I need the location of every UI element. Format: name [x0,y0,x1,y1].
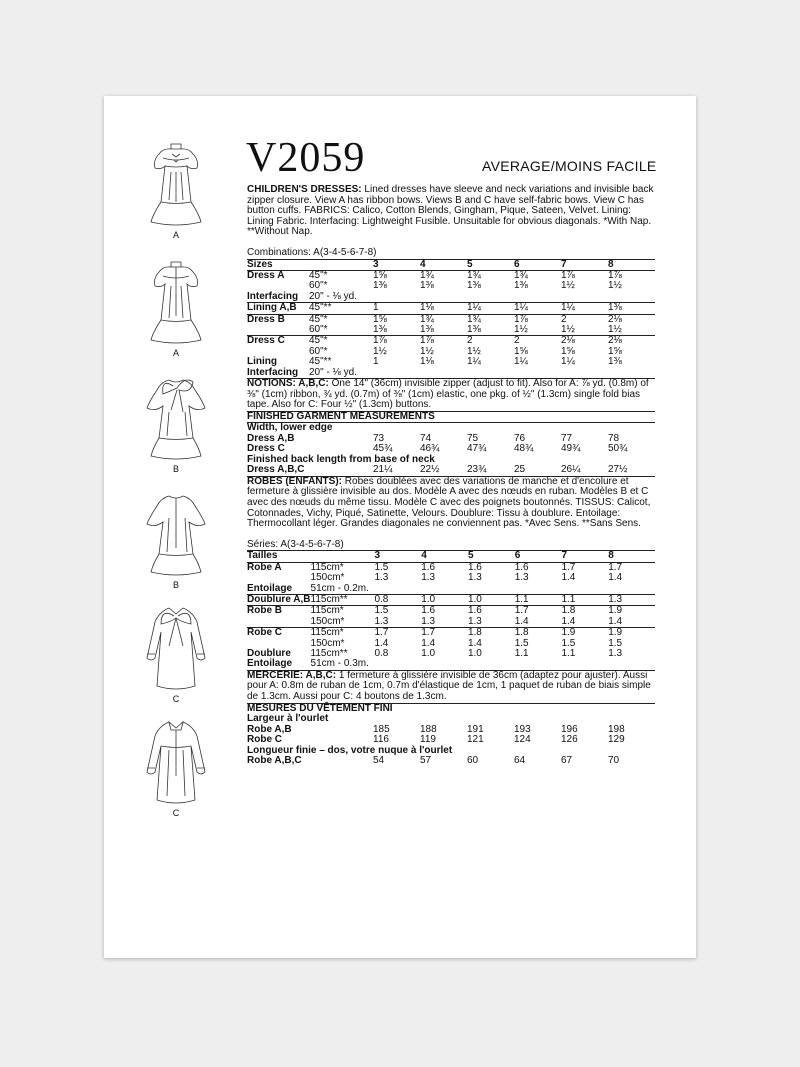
fabric-width: 115cm* [310,605,344,617]
yardage-row [247,292,655,303]
yardage-value: 2 [467,335,473,347]
measurement-value: 67 [561,755,573,767]
sizes-header-cell: 5 [468,551,515,562]
yardage-value: 1⅜ [373,280,387,292]
figure-b-back [132,488,220,590]
yardage-value: 1⅜ [467,280,481,292]
width-lower-edge-title: Largeur à l'ourlet [247,713,329,725]
yardage-value [515,584,562,595]
yardage-value [467,368,514,379]
yardage-value [608,584,655,595]
difficulty-level: AVERAGE/MOINS FACILE [482,158,657,174]
combinations: Combinations: A(3-4-5-6-7-8) [247,246,377,258]
yardage-value: 1¼ [561,303,608,314]
yardage-row [247,584,655,595]
notions-title: NOTIONS: A,B,C: [247,378,329,390]
pattern-info [247,185,655,767]
measurement-value: 57 [420,755,432,767]
sizes-header-cell: 3 [374,551,421,562]
fabric-width: 20" - ⅛ yd. [309,368,373,379]
yardage-value: 1.3 [421,617,468,628]
fabric-label: Dress C [247,335,285,347]
yardage-value: 1.9 [608,605,623,617]
measurement-value: 191 [467,723,484,735]
yardage-value [608,659,655,670]
measurement-value: 126 [561,734,578,746]
yardage-value: 1.5 [561,637,576,649]
sizes-header-cell: 8 [608,259,655,270]
fabric-label: Interfacing [247,368,309,379]
yardage-row [247,325,655,336]
measurement-value: 74 [420,433,432,444]
yardage-value: 1.0 [421,595,468,606]
finished-measurements-title: FINISHED GARMENT MEASUREMENTS [247,410,435,422]
measurement-label: Dress A,B,C [247,464,305,476]
measurement-value: 185 [373,723,390,735]
yardage-value: 2⅛ [561,335,575,347]
yardage-row [247,617,655,628]
measurement-value: 54 [373,755,385,767]
yardage-value: 1⅜ [467,325,514,336]
yardage-value: 1 [373,303,420,314]
fabric-width: 60"* [309,345,328,357]
measurement-value: 73 [373,433,385,444]
fabric-width: 60"* [309,325,373,336]
yardage-value: 1.6 [514,561,529,573]
measurement-value: 75 [467,433,479,444]
measurement-value: 26¼ [561,464,581,476]
fabric-label: Dress A [247,269,285,281]
measurement-value: 46¾ [420,443,440,455]
yardage-value: 1⅜ [420,325,467,336]
notions-body: 1 fermeture à glissière invisible de 36cm (adaptez pour ajuster). Aussi pour A: 0.8m de ruban de 1cm, 0.7m d'élastique de 1cm, 1 paquet de ruban de biais simple de 1.3cm. Aussi pour C: 4 boutons de 1.3cm. [247,669,651,703]
yardage-value: 1.8 [561,605,576,617]
yardage-value: 1¾ [467,269,481,281]
yardage-value: 1.5 [374,561,389,573]
yardage-row [247,639,655,649]
figure-label: A [172,348,179,358]
figure-a-back [132,256,220,358]
yardage-value: 1.3 [468,617,515,628]
yardage-row [247,573,655,583]
yardage-value: 1¾ [420,269,434,281]
measurement-value: 188 [420,723,437,735]
fabric-label: Robe C [247,627,282,639]
yardage-value: 1 [373,356,379,368]
fabric-width: 45"* [309,313,328,325]
yardage-value: 1¾ [420,313,434,325]
notions-title: MERCERIE: A,B,C: [247,669,337,681]
sizes-header-cell: 6 [515,551,562,562]
measurement-label: Robe A,B [247,723,292,735]
measurement-value: 129 [608,734,625,746]
yardage-value [420,368,467,379]
yardage-value: 1.4 [515,617,562,628]
yardage-row [247,649,655,659]
figure-label: C [172,694,180,704]
description-title: CHILDREN'S DRESSES: [247,184,362,195]
yardage-value: 1.6 [421,605,436,617]
yardage-value: 1⅜ [608,356,622,368]
figure-label: C [172,808,180,818]
yardage-value [374,584,421,595]
fabric-width: 45"** [309,303,373,314]
description-body: Lined dresses have sleeve and neck variations and invisible back zipper closure. View A has ribbon bows. Views B and C have self-fabric bows. View C has button cuffs. FABRICS: Calico, Cotton Blends, Gingham, Pique, Sateen, Velvet. Lining: Lining Fabric. Interfacing: Lightweight Fusible. Unsuitable for obvious diagonals. *With Nap. **Without Nap. [247,184,654,238]
yardage-row [247,562,655,573]
yardage-value: 1⅞ [514,313,528,325]
yardage-value: 1.4 [608,617,655,628]
dress-view-c-back-icon [141,716,211,806]
sizes-header-cell: 3 [373,259,420,270]
measurement-value: 124 [514,734,531,746]
fabric-label: Dress B [247,313,285,325]
yardage-value [561,659,608,670]
english-description [247,185,655,238]
yardage-value [515,659,562,670]
yardage-value: 1⅞ [373,335,387,347]
series: Séries: A(3-4-5-6-7-8) [247,538,344,550]
yardage-value: 1⅜ [608,303,655,314]
yardage-value: 1⅞ [608,269,622,281]
yardage-value [421,584,468,595]
figure-a-front [132,138,220,240]
measurement-value: 48¾ [514,443,534,455]
measurement-label: Dress A,B [247,433,295,444]
fabric-label [247,617,311,628]
yardage-value: 1.4 [608,572,623,584]
yardage-value: 1.3 [608,595,655,606]
sizes-header-cell: Sizes [247,259,309,270]
sizes-header-cell: 4 [420,259,467,270]
notions-body: One 14" (36cm) invisible zipper (adjust to fit). Also for A: ⅞ yd. (0.8m) of ⅜" (1cm) ribbon, ¾ yd. (0.7m) of ⅜" (1cm) elastic, one pkg. of ½" (1.3cm) single fold bias tape. Also for C: Four ½" (1.3cm) buttons. [247,378,649,411]
fabric-label: Entoilage [247,584,311,595]
fabric-width: 60"* [309,280,328,292]
measurement-value: 78 [608,433,620,444]
french-length-table [247,756,655,766]
figure-label: A [172,230,179,240]
french-description [247,477,655,530]
yardage-value: 1.1 [515,595,562,606]
yardage-value: 1.7 [561,561,576,573]
yardage-value: 1.5 [374,605,389,617]
yardage-row [247,628,655,639]
yardage-value: 2 [561,313,567,325]
yardage-row [247,303,655,314]
yardage-value: 1½ [608,280,622,292]
fabric-label: Lining [247,356,277,368]
yardage-value: 1⅛ [420,356,434,368]
fabric-width: 115cm* [310,627,344,639]
sizes-header-row [247,551,655,562]
yardage-value [561,584,608,595]
measurement-value: 198 [608,723,625,735]
yardage-value [608,368,655,379]
measurement-value: 50¾ [608,443,628,455]
yardage-value: 1.3 [374,617,421,628]
fabric-width: 45"* [309,269,328,281]
yardage-value: 1½ [561,325,608,336]
fabric-label: Doublure [247,648,291,660]
fabric-width: 115cm** [310,648,348,660]
fabric-width: 115cm* [310,561,344,573]
fabric-width: 150cm* [310,637,345,649]
yardage-value: 1.4 [374,637,389,649]
description-body: Robes doublées avec des variations de manche et d'encolure et fermeture à glissière invisible au dos. Modèle A avec des nœuds en ruban. Modèles B et C avec des nœuds du même tissu. Modèle C avec des poignets boutonnés. TISSUS: Calicot, Cotonnades, Vichy, Piqué, Satinette, Velours. Doublure: Tissu à doublure. Entoilage: Thermocollant léger. Grandes diagonales ne conviennent pas. *Avec Sens. **Sans Sens. [247,475,651,530]
yardage-value: 1⅞ [420,335,434,347]
yardage-value: 1.5 [608,637,623,649]
figure-c-front [132,602,220,704]
measurement-label: Dress C [247,443,285,455]
fabric-width: 150cm* [311,617,375,628]
yardage-value: 1½ [608,325,655,336]
measurement-value: 196 [561,723,578,735]
yardage-value: 1.7 [514,605,529,617]
measurement-label: Robe A,B,C [247,755,302,767]
dress-view-a-front-icon [141,138,211,228]
english-length-table [247,465,655,475]
yardage-value: 1¼ [561,356,575,368]
measurement-value: 116 [373,734,389,746]
measurement-value: 25 [514,464,526,476]
measurement-value: 22½ [420,464,440,476]
yardage-value: 1.3 [374,572,389,584]
description-title: ROBES (ENFANTS): [247,475,342,487]
dress-view-a-back-icon [141,256,211,346]
yardage-value: 1⅛ [420,303,467,314]
yardage-value: 1⅜ [420,280,434,292]
yardage-value [374,659,421,670]
french-yardage-table [247,550,655,670]
yardage-value: 1.0 [468,595,515,606]
yardage-value [421,659,468,670]
yardage-row [247,606,655,617]
yardage-value: 1.3 [514,572,529,584]
sizes-header-cell: 6 [514,259,561,270]
yardage-value: 2⅛ [608,313,622,325]
measurement-value: 23¾ [467,464,487,476]
measurement-value: 121 [467,734,484,746]
yardage-value: 1⅝ [608,345,622,357]
english-notions [247,379,655,411]
yardage-value: 1¾ [467,313,481,325]
yardage-value: 1¼ [467,303,514,314]
yardage-row [247,368,655,379]
yardage-value [373,368,420,379]
fabric-label [247,325,309,336]
measurement-row [247,756,655,766]
figure-b-front [132,372,220,474]
dress-view-b-front-icon [141,372,211,462]
yardage-row [247,595,655,606]
fabric-width: 51cm - 0.2m. [311,584,375,595]
measurement-value: 21¼ [373,464,393,476]
measurement-value: 60 [467,755,479,767]
yardage-value: 0.8 [374,648,389,660]
french-notions [247,671,655,703]
yardage-value: 1⅝ [373,269,387,281]
yardage-value [514,368,561,379]
pattern-number: V2059 [246,135,366,181]
yardage-value: 1½ [420,345,434,357]
yardage-value: 1⅝ [373,313,387,325]
yardage-value: 1.5 [514,637,529,649]
yardage-value: 1.3 [608,648,623,660]
yardage-value: 1.9 [561,627,576,639]
yardage-value: 1.8 [467,627,482,639]
measurement-row [247,465,655,475]
yardage-value: 1.0 [421,648,436,660]
yardage-value: 1⅜ [514,280,528,292]
yardage-value [373,292,420,303]
measurement-value: 45¾ [373,443,393,455]
figure-c-back [132,716,220,818]
yardage-value: 1¼ [514,356,528,368]
figure-label: B [172,464,179,474]
yardage-value: 1.7 [608,561,623,573]
sizes-header-cell [309,259,373,270]
measurement-label: Robe C [247,734,282,746]
measurement-value: 77 [561,433,573,444]
fabric-width: 45"** [309,356,332,368]
yardage-value: 1¼ [467,356,481,368]
yardage-value: 1.7 [421,627,436,639]
yardage-value [608,292,655,303]
dress-view-c-front-icon [141,602,211,692]
yardage-value: 1.6 [467,561,482,573]
dress-view-b-back-icon [141,488,211,578]
finished-measurements-title: MESURES DU VÊTEMENT FINI [247,702,393,714]
english-yardage-table [247,259,655,379]
fabric-label: Entoilage [247,659,311,670]
sizes-header-cell [311,551,375,562]
yardage-row [247,659,655,670]
fabric-label: Lining A,B [247,303,309,314]
measurement-value: 47¾ [467,443,487,455]
yardage-value [420,292,467,303]
yardage-value: 2⅛ [608,335,622,347]
fabric-width: 20" - ⅛ yd. [309,292,373,303]
yardage-value: 1.3 [467,572,482,584]
sizes-header-cell: 7 [561,259,608,270]
french-width-table [247,725,655,746]
sizes-header-cell: 7 [561,551,608,562]
measurement-value: 76 [514,433,526,444]
yardage-value: 0.8 [374,595,421,606]
fabric-width: 51cm - 0.3m. [311,659,375,670]
fabric-label: Robe A [247,561,282,573]
yardage-value: 1½ [467,345,481,357]
yardage-value [468,659,515,670]
yardage-value: 1½ [373,345,387,357]
yardage-value: 1.9 [608,627,623,639]
yardage-value: 1⅞ [561,269,575,281]
yardage-value: 1.4 [467,637,482,649]
measurement-value: 70 [608,755,620,767]
back-length-title: Longueur finie – dos, votre nuque à l'ourlet [247,744,453,756]
yardage-value: 1.8 [514,627,529,639]
yardage-value [468,584,515,595]
yardage-value: 1.1 [561,648,576,660]
yardage-value: 1½ [561,280,575,292]
yardage-value: 1.0 [467,648,482,660]
figure-label: B [172,580,179,590]
yardage-value: 1.4 [561,572,576,584]
yardage-value: 1¾ [514,269,528,281]
fabric-width: 115cm** [311,595,375,606]
fabric-label: Interfacing [247,292,309,303]
fabric-label: Doublure A,B [247,594,311,605]
yardage-value [561,368,608,379]
english-width-table [247,434,655,455]
yardage-value: 1.3 [421,572,436,584]
sizes-header-cell: 8 [608,551,655,562]
yardage-value: 2 [514,335,520,347]
sizes-header-cell: Tailles [247,551,311,562]
yardage-value: 1.7 [374,627,389,639]
fabric-label: Robe B [247,605,282,617]
measurement-value: 27½ [608,464,628,476]
measurement-row [247,434,655,444]
yardage-value: 1½ [514,325,561,336]
yardage-value: 1.1 [514,648,529,660]
yardage-value: 1.4 [561,617,608,628]
width-lower-edge-title: Width, lower edge [247,422,333,434]
yardage-value: 1.6 [467,605,482,617]
measurement-value: 193 [514,723,531,735]
yardage-value: 1⅝ [561,345,575,357]
measurement-value: 49¾ [561,443,581,455]
yardage-value: 1.4 [421,637,436,649]
sizes-header-cell: 4 [421,551,468,562]
measurement-row [247,725,655,735]
back-length-title: Finished back length from base of neck [247,453,435,465]
yardage-value: 1.1 [561,595,608,606]
measurement-value: 119 [420,734,436,746]
yardage-value: 1⅝ [514,345,528,357]
sizes-header-row [247,259,655,270]
fabric-width: 45"* [309,335,328,347]
sizes-header-cell: 5 [467,259,514,270]
yardage-value: 1⅜ [373,325,420,336]
yardage-value: 1¼ [514,303,561,314]
measurement-value: 64 [514,755,526,767]
fabric-width: 150cm* [310,572,345,584]
yardage-value: 1.6 [421,561,436,573]
